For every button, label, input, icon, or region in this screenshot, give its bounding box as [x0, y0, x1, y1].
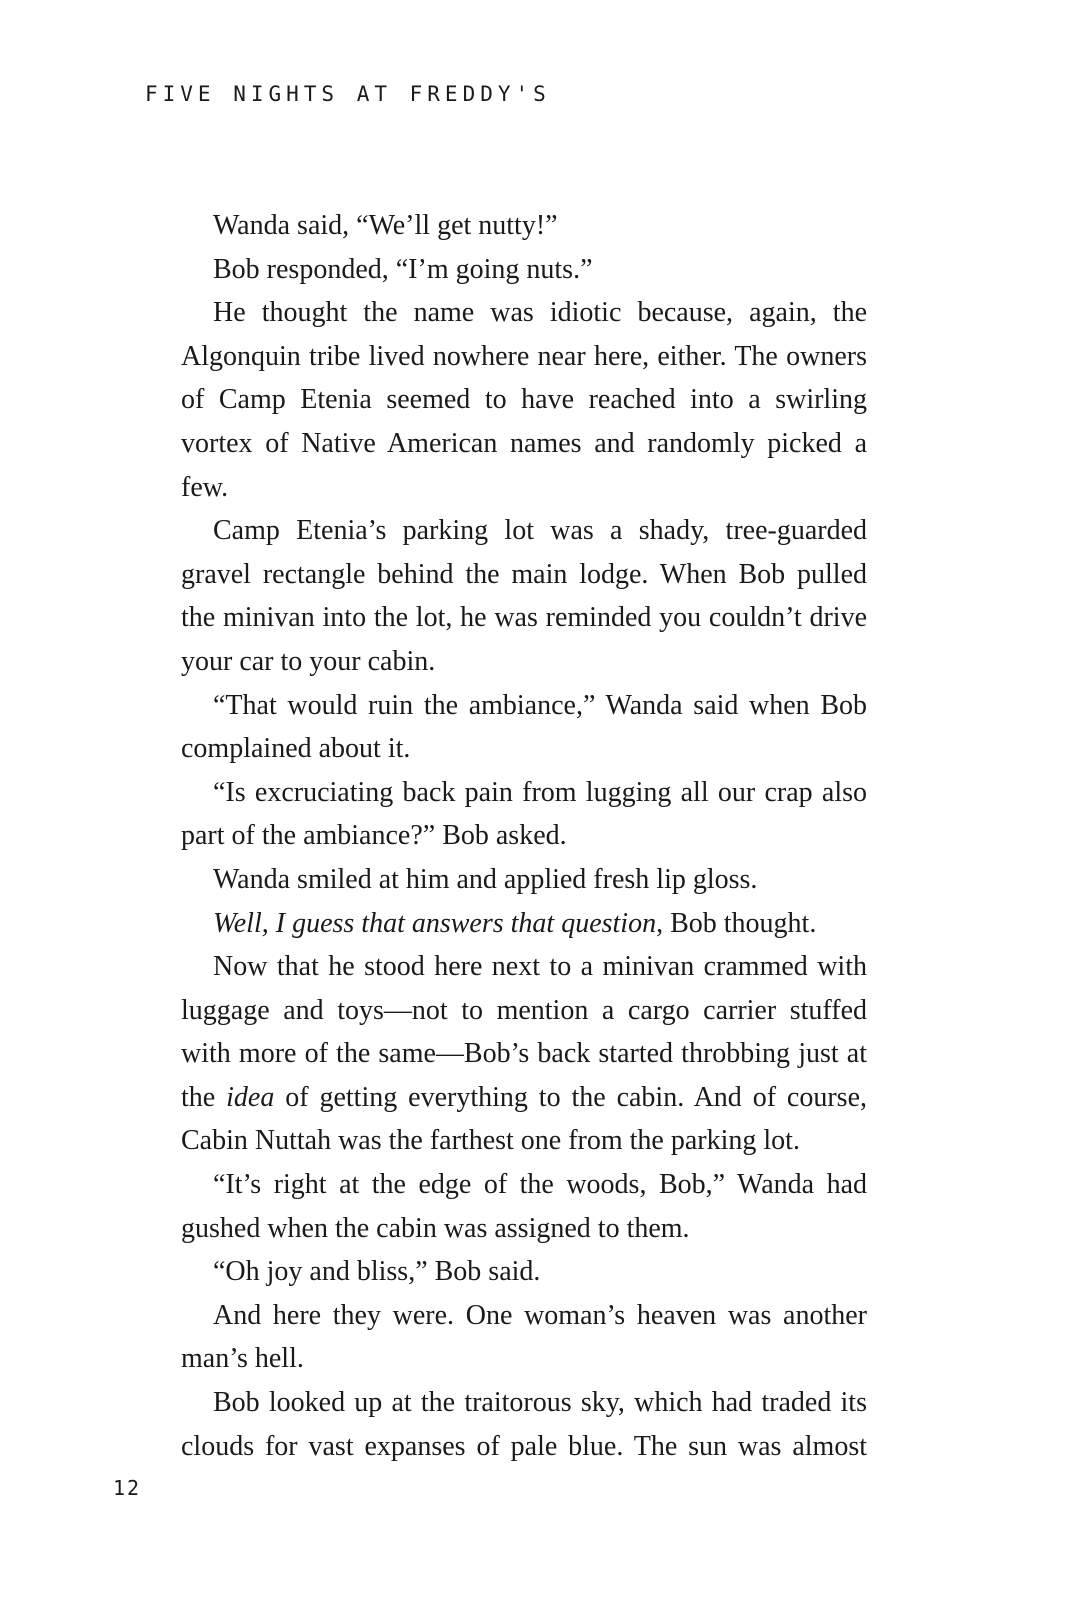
paragraph: “It’s right at the edge of the woods, Bob,” Wanda had gushed when the cabin was assigned to them.	[181, 1169, 867, 1244]
paragraph	[181, 945, 867, 1163]
paragraph-text: Now that he stood here next to a minivan crammed with luggage and toys—not to mention a cargo carrier stuffed with more of the same—Bob’s back started throbbing just at the	[181, 951, 867, 1113]
page-number: 12	[113, 1476, 142, 1500]
paragraph	[181, 902, 867, 946]
italic-emphasis: idea	[226, 1081, 275, 1113]
paragraph: “Oh joy and bliss,” Bob said.	[213, 1256, 541, 1288]
running-head: FIVE NIGHTS AT FREDDY'S	[145, 82, 551, 106]
paragraph: Wanda said, “We’ll get nutty!”	[213, 210, 558, 241]
paragraph-text: of getting everything to the cabin. And of course, Cabin Nuttah was the farthest one from the parking lot.	[181, 1081, 867, 1157]
italic-thought: Well, I guess that answers that question	[213, 907, 657, 939]
page-body	[181, 204, 867, 1468]
paragraph: Camp Etenia’s parking lot was a shady, tree-guarded gravel rectangle behind the main lodge. When Bob pulled the minivan into the lot, he was reminded you couldn’t drive your car to your cabin.	[181, 515, 867, 677]
paragraph: Wanda smiled at him and applied fresh lip gloss.	[213, 863, 758, 895]
paragraph: “Is excruciating back pain from lugging all our crap also part of the ambiance?” Bob asked.	[181, 776, 867, 852]
paragraph: Bob looked up at the traitorous sky, which had traded its clouds for vast expanses of pale blue. The sun was almost	[181, 1387, 867, 1462]
paragraph: Bob responded, “I’m going nuts.”	[213, 253, 593, 285]
paragraph: He thought the name was idiotic because, again, the Algonquin tribe lived nowhere near here, either. The owners of Camp Etenia seemed to have reached into a swirling vortex of Native American names and randomly picked a few.	[181, 297, 867, 503]
paragraph: And here they were. One woman’s heaven was another man’s hell.	[181, 1299, 867, 1375]
paragraph-text: , Bob thought.	[656, 907, 817, 939]
paragraph: “That would ruin the ambiance,” Wanda said when Bob complained about it.	[181, 689, 867, 765]
